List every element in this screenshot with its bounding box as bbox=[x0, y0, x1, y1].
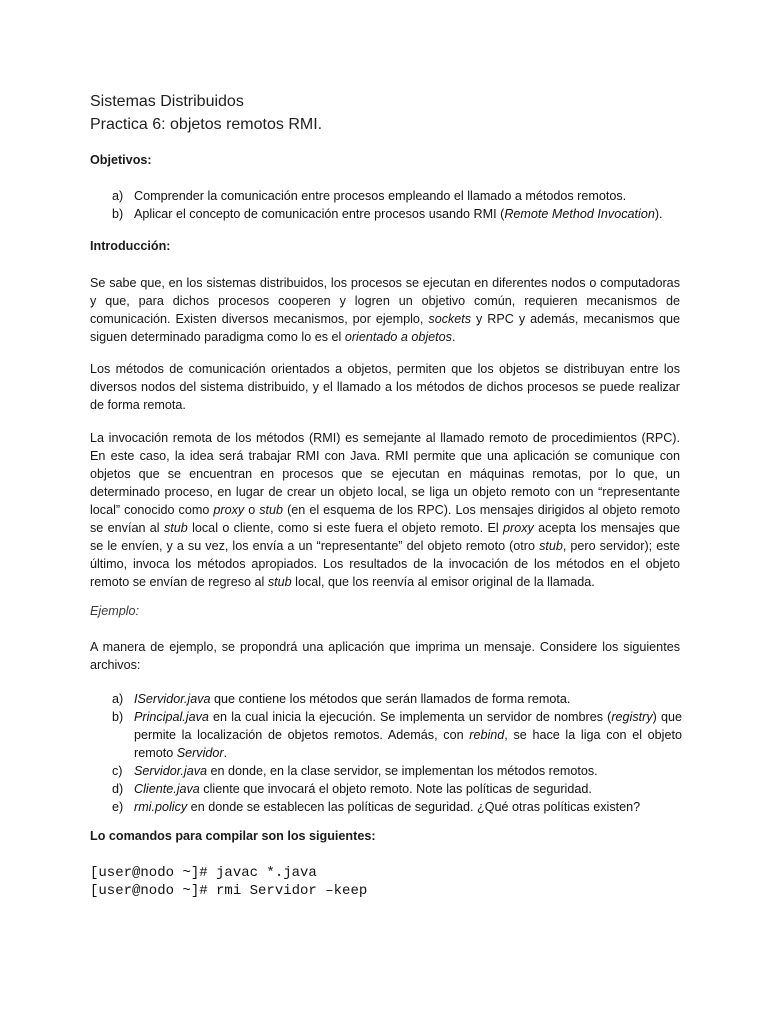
emphasis-text: orientado a objetos bbox=[344, 330, 452, 344]
list-item bbox=[90, 690, 682, 708]
introduccion-heading: Introducción: bbox=[90, 239, 171, 253]
emphasis-text: rebind bbox=[469, 728, 505, 742]
intro-paragraph-1: Se sabe que, en los sistemas distribuidos, los procesos se ejecutan en diferentes nodos o computadoras y que, para dichos procesos cooperen y logren un objetivo común, requieren mecanismos de comunicación. Existen diversos mecanismos, por ejemplo, sockets y RPC y además, mecanismos que siguen determinado paradigma como lo es el orientado a objetos. bbox=[90, 276, 680, 344]
emphasis-text: proxy bbox=[213, 503, 245, 517]
list-item bbox=[90, 798, 682, 816]
emphasis-text: proxy bbox=[503, 521, 534, 535]
list-item bbox=[90, 205, 682, 223]
rmic-command: [user@nodo ~]# rmi Servidor –keep bbox=[90, 883, 368, 899]
emphasis-text: sockets bbox=[428, 312, 472, 326]
list-item-text: Comprender la comunicación entre procesos empleando el llamado a métodos remotos. bbox=[134, 189, 627, 203]
list-marker: b) bbox=[112, 207, 124, 221]
ejemplo-intro: A manera de ejemplo, se propondrá una aplicación que imprima un mensaje. Considere los siguientes archivos: bbox=[90, 640, 680, 672]
emphasis-text: stub bbox=[267, 575, 292, 589]
intro-paragraph-2: Los métodos de comunicación orientados a objetos, permiten que los objetos se distribuyan entre los diversos nodos del sistema distribuido, y el llamado a los métodos de dichos procesos se puede realizar de forma remota. bbox=[90, 362, 680, 412]
practice-title: Practica 6: objetos remotos RMI. bbox=[90, 116, 323, 133]
archivos-list bbox=[90, 690, 682, 816]
intro-paragraph-3: La invocación remota de los métodos (RMI) es semejante al llamado remoto de procedimientos (RPC). En este caso, la idea será trabajar RMI con Java. RMI permite que una aplicación se comunique con objetos que se encuentran en procesos que se ejecutan en máquinas remotas, por lo que, un determinado proceso, en lugar de crear un objeto local, se liga un objeto remoto con un “representante local” conocido como proxy o stub (en el esquema de los RPC). Los mensajes dirigidos al objeto remoto se envían al stub local o cliente, como si este fuera el objeto remoto. El proxy acepta los mensajes que se le envíen, y a su vez, los envía a un “representante” del objeto remoto (otro stub, pero servidor); este último, invoca los métodos apropiados. Los resultados de la invocación de los métodos en el objeto remoto se envían de regreso al stub local, que los reenvía al emisor original de la llamada. bbox=[90, 431, 681, 589]
compile-command: [user@nodo ~]# javac *.java bbox=[90, 865, 317, 881]
list-marker: b) bbox=[112, 710, 124, 724]
emphasis-text: Principal.java bbox=[134, 710, 209, 724]
list-item bbox=[90, 708, 682, 762]
emphasis-text: registry bbox=[611, 710, 653, 724]
list-item bbox=[90, 762, 682, 780]
emphasis-text: stub bbox=[539, 539, 563, 553]
objetivos-list bbox=[90, 187, 682, 223]
list-item bbox=[90, 187, 682, 205]
list-marker: e) bbox=[112, 800, 124, 814]
emphasis-text: IServidor.java bbox=[134, 692, 211, 706]
list-item-text: rmi.policy en donde se establecen las políticas de seguridad. ¿Qué otras políticas existen? bbox=[134, 800, 641, 814]
list-marker: a) bbox=[112, 692, 124, 706]
emphasis-text: Remote Method Invocation bbox=[504, 207, 655, 221]
document-title: Sistemas Distribuidos bbox=[90, 93, 244, 110]
emphasis-text: stub bbox=[259, 503, 284, 517]
emphasis-text: Servidor.java bbox=[134, 764, 208, 778]
list-item-text: Cliente.java cliente que invocará el objeto remoto. Note las políticas de seguridad. bbox=[134, 782, 592, 796]
emphasis-text: rmi.policy bbox=[134, 800, 188, 814]
list-marker: a) bbox=[112, 189, 124, 203]
compile-heading: Lo comandos para compilar son los siguientes: bbox=[90, 829, 376, 843]
list-item-text: Aplicar el concepto de comunicación entre procesos usando RMI (Remote Method Invocation). bbox=[134, 207, 663, 221]
emphasis-text: Servidor bbox=[176, 746, 224, 760]
list-item-text: Servidor.java en donde, en la clase servidor, se implementan los métodos remotos. bbox=[134, 764, 598, 778]
list-item-text: Principal.java en la cual inicia la ejecución. Se implementa un servidor de nombres (registry) que permite la localización de objetos remotos. Además, con rebind, se hace la liga con el objeto remoto Servidor. bbox=[134, 710, 682, 760]
list-item-text: IServidor.java que contiene los métodos que serán llamados de forma remota. bbox=[134, 692, 571, 706]
list-marker: d) bbox=[112, 782, 124, 796]
ejemplo-heading: Ejemplo: bbox=[90, 604, 139, 618]
emphasis-text: Cliente.java bbox=[134, 782, 200, 796]
emphasis-text: stub bbox=[163, 521, 188, 535]
list-marker: c) bbox=[112, 764, 123, 778]
list-item bbox=[90, 780, 682, 798]
objetivos-heading: Objetivos: bbox=[90, 153, 152, 167]
